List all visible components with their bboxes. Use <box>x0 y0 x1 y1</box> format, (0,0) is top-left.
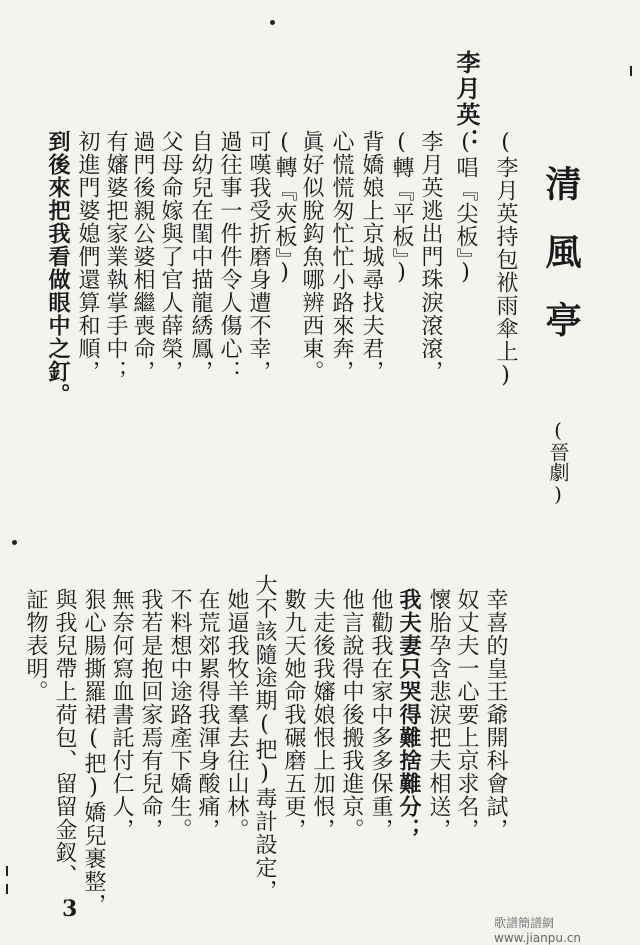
text-column: 與我兒帶上荷包、留留金釵、 <box>52 588 77 887</box>
speaker-label: 李月英： <box>452 50 481 154</box>
play-genre: (晉劇) <box>546 418 570 506</box>
text-column: 証物表明。 <box>23 588 48 703</box>
text-column: (轉『平板』) <box>389 130 414 286</box>
text-column: 懷胎孕含悲淚把夫相送， <box>426 588 451 841</box>
text-column: 他勸我在家中多多保重， <box>368 588 393 841</box>
text-column: 有嬸婆把家業執掌手中； <box>103 130 128 383</box>
text-column: 她逼我牧羊羣去往山林。 <box>224 588 249 841</box>
text-column: 初進門婆媳們還算和順， <box>75 130 100 383</box>
print-mark-dot <box>12 540 17 545</box>
text-column: 大不該隨途期(把)毒計設定， <box>252 574 277 902</box>
print-mark-tick <box>630 66 632 76</box>
text-column: (唱『尖板』) <box>453 130 478 286</box>
text-column: 數九天她命我碾磨五更， <box>281 588 306 841</box>
text-column: 過往事一件件令人傷心： <box>217 130 242 383</box>
text-column: 我若是抱回家焉有兒命， <box>138 588 163 841</box>
text-column: 不料想中途路產下嬌生。 <box>167 588 192 841</box>
text-column: (李月英持包袱雨傘上) <box>493 130 518 389</box>
watermark-text: 歌譜簡譜網 www.jianpu.cn <box>494 916 582 945</box>
text-column: 到後來把我看做眼中之釘。 <box>45 130 71 406</box>
text-column: 無奈何寫血書託付仁人， <box>109 588 134 841</box>
text-column: 過門後親公婆相繼喪命， <box>130 130 155 383</box>
text-column: (轉『夾板』) <box>272 130 297 286</box>
text-column: 背嬌娘上京城尋找夫君， <box>359 130 384 383</box>
text-column: 自幼兒在閨中描龍綉鳳， <box>188 130 213 383</box>
play-title: 清風亭 <box>540 165 582 369</box>
text-column: 可嘆我受折磨身遭不幸， <box>246 130 271 383</box>
text-column: 父母命嫁與了官人薛榮， <box>158 130 183 383</box>
text-column: 他言說得中後搬我進京。 <box>339 588 364 841</box>
text-column: 李月英逃出門珠淚滾滾， <box>418 130 443 383</box>
text-column: 在荒郊累得我渾身酸痛， <box>195 588 220 841</box>
text-column: 我夫妻只哭得難捨難分； <box>396 588 422 841</box>
text-column: 幸喜的皇王爺開科會試， <box>483 588 508 841</box>
text-column: 眞好似脫鈎魚哪辨西東。 <box>299 130 324 383</box>
print-mark-tick <box>6 866 8 876</box>
text-column: 夫走後我嬸娘恨上加恨， <box>310 588 335 841</box>
text-column: 心慌慌匆忙忙小路來奔， <box>329 130 354 383</box>
print-mark-tick <box>6 884 8 894</box>
print-mark-dot <box>270 20 275 25</box>
text-column: 狠心腸撕羅裙(把)嬌兒裹整， <box>81 588 106 916</box>
page-number: 3 <box>62 896 78 922</box>
text-column: 奴丈夫一心要上京求名， <box>454 588 479 841</box>
